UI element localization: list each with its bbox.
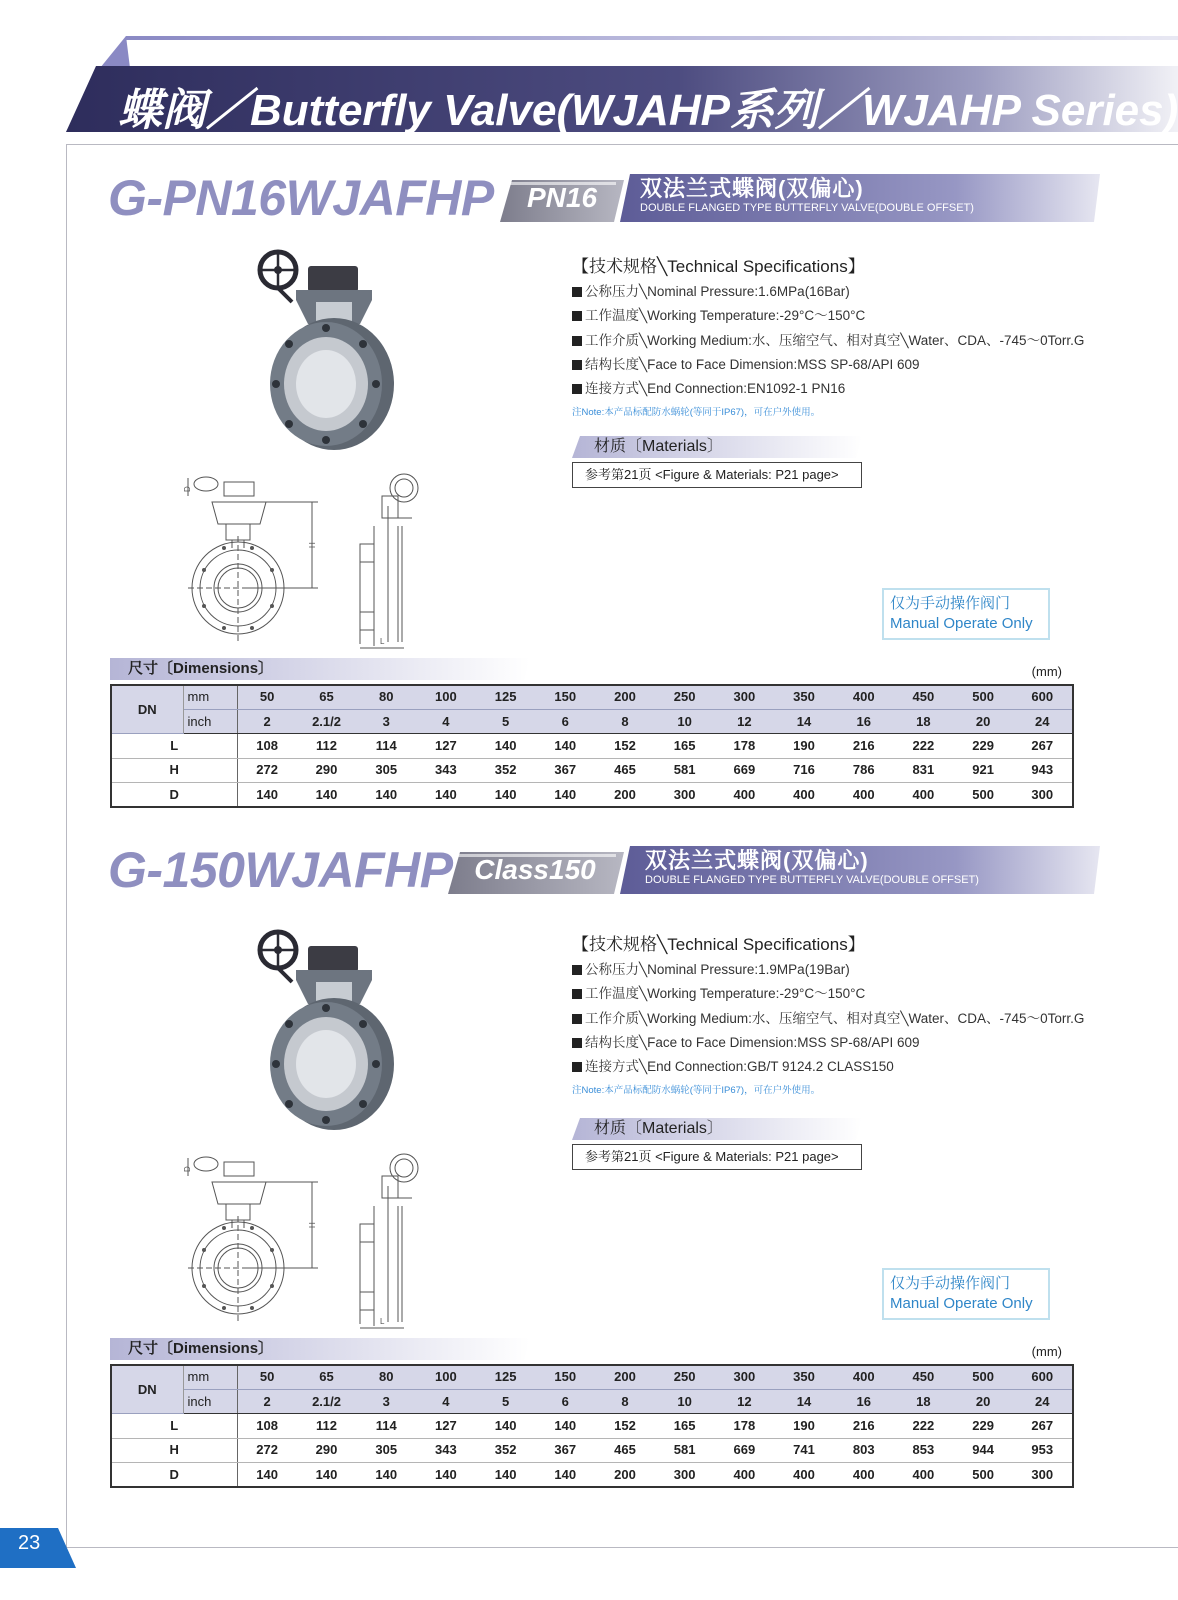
table-cell: 165 xyxy=(655,1414,715,1438)
front-view-drawing xyxy=(184,466,444,656)
technical-specifications xyxy=(572,932,1132,1099)
dn-inch-cell: 3 xyxy=(356,709,416,733)
dn-inch-cell: 12 xyxy=(715,709,775,733)
dn-mm-cell: 500 xyxy=(953,1365,1013,1389)
table-cell: 367 xyxy=(535,758,595,782)
table-cell: 114 xyxy=(356,1414,416,1438)
bullet-square-icon xyxy=(572,965,582,975)
dn-mm-cell: 125 xyxy=(476,1365,536,1389)
table-cell: 465 xyxy=(595,758,655,782)
bullet-square-icon xyxy=(572,1014,582,1024)
row-label: H xyxy=(111,758,237,782)
table-cell: 500 xyxy=(972,786,994,802)
specs-title: 【技术规格╲Technical Specifications】 xyxy=(572,257,865,276)
table-cell: 367 xyxy=(535,1438,595,1462)
dn-mm-cell: 200 xyxy=(595,1365,655,1389)
table-cell: 140 xyxy=(256,1466,278,1482)
pressure-tag: PN16 xyxy=(526,182,598,213)
table-cell: 300 xyxy=(673,786,696,802)
table-cell: 400 xyxy=(733,786,756,802)
table-cell: 831 xyxy=(894,758,954,782)
table-cell: 140 xyxy=(375,1466,398,1482)
specs-title: 【技术规格╲Technical Specifications】 xyxy=(572,935,865,954)
manual-operate-en: Manual Operate Only xyxy=(890,1295,1033,1312)
dn-inch-cell: 3 xyxy=(356,1389,416,1413)
table-cell: 343 xyxy=(416,1438,476,1462)
spec-working-medium: 工作介质╲Working Medium:水、压缩空气、相对真空╲Water、CDA、-745～0Torr.G xyxy=(572,1007,1132,1031)
dn-mm-cell: 125 xyxy=(476,685,536,709)
dn-mm-cell: 200 xyxy=(595,685,655,709)
dn-inch-cell: 5 xyxy=(476,709,536,733)
dn-mm-cell: 400 xyxy=(834,685,894,709)
table-row-inch xyxy=(111,709,1073,733)
table-cell: 108 xyxy=(237,734,297,758)
drawing-label-l: L xyxy=(380,637,385,646)
table-cell: 229 xyxy=(953,1414,1013,1438)
table-cell: 953 xyxy=(1013,1438,1073,1462)
table-cell: 786 xyxy=(834,758,894,782)
manual-operate-box xyxy=(882,1268,1050,1320)
table-cell: 114 xyxy=(356,734,416,758)
table-cell: 669 xyxy=(715,1438,775,1462)
table-row-mm xyxy=(111,1365,1073,1389)
table-cell: 222 xyxy=(894,1414,954,1438)
dimensions-table xyxy=(110,684,1074,808)
table-cell: 716 xyxy=(774,758,834,782)
row-label: L xyxy=(111,734,237,758)
spec-working-temperature: 工作温度╲Working Temperature:-29°C～150°C xyxy=(572,982,1132,1006)
drawing-label-h: H xyxy=(308,542,317,548)
table-cell: 112 xyxy=(297,734,357,758)
dn-mm-cell: 400 xyxy=(834,1365,894,1389)
table-cell: 290 xyxy=(297,758,357,782)
materials-bar xyxy=(572,436,862,458)
drawing-label-d: D xyxy=(183,1166,192,1172)
spec-note: 注Note:本产品标配防水蜗轮(等同于IP67)，可在户外使用。 xyxy=(572,407,821,419)
table-cell: 178 xyxy=(715,734,775,758)
spec-end-connection: 连接方式╲End Connection:GB/T 9124.2 CLASS150 xyxy=(572,1055,1132,1079)
materials-label: 材质〔Materials〕 xyxy=(594,438,723,455)
dn-mm-cell: 80 xyxy=(356,685,416,709)
bullet-square-icon xyxy=(572,989,582,999)
table-cell: 140 xyxy=(535,734,595,758)
dn-inch-cell: 8 xyxy=(595,709,655,733)
dn-mm-cell: 450 xyxy=(894,1365,954,1389)
dn-inch-cell: 5 xyxy=(476,1389,536,1413)
dn-mm-cell: 350 xyxy=(774,1365,834,1389)
dn-inch-cell: 2.1/2 xyxy=(297,709,357,733)
mm-label: mm xyxy=(183,1365,237,1389)
drawing-label-l: L xyxy=(380,1317,385,1326)
dn-inch-cell: 14 xyxy=(774,1389,834,1413)
dimensions-label: 尺寸〔Dimensions〕 xyxy=(128,660,274,677)
materials-bar xyxy=(572,1118,862,1140)
model-code: G-150WJAFHP xyxy=(108,842,453,898)
spec-nominal-pressure: 公称压力╲Nominal Pressure:1.9MPa(19Bar) xyxy=(572,958,1132,982)
table-cell: 465 xyxy=(595,1438,655,1462)
dn-inch-cell: 2.1/2 xyxy=(297,1389,357,1413)
dn-mm-cell: 150 xyxy=(535,1365,595,1389)
table-cell: 152 xyxy=(595,1414,655,1438)
dimensions-unit: (mm) xyxy=(1031,1344,1062,1359)
table-cell: 400 xyxy=(852,786,875,802)
page-banner xyxy=(0,36,1178,136)
dn-mm-cell: 300 xyxy=(715,1365,775,1389)
materials-reference: 参考第21页 <Figure & Materials: P21 page> xyxy=(572,462,862,488)
mm-label: mm xyxy=(183,685,237,709)
dn-inch-cell: 6 xyxy=(535,709,595,733)
table-cell: 200 xyxy=(614,786,636,802)
table-cell: 140 xyxy=(554,786,577,802)
table-row-inch xyxy=(111,1389,1073,1413)
table-cell: 400 xyxy=(793,786,815,802)
table-row xyxy=(111,1438,1073,1462)
table-row xyxy=(111,1414,1073,1438)
pressure-tag: Class150 xyxy=(474,854,596,885)
spec-note: 注Note:本产品标配防水蜗轮(等同于IP67)，可在户外使用。 xyxy=(572,1085,821,1097)
table-cell: 165 xyxy=(655,734,715,758)
dn-mm-cell: 250 xyxy=(655,1365,715,1389)
table-cell: 853 xyxy=(894,1438,954,1462)
table-cell: 400 xyxy=(912,786,935,802)
model-heading-2 xyxy=(0,840,1178,910)
bullet-square-icon xyxy=(572,1062,582,1072)
dn-inch-cell: 20 xyxy=(953,1389,1013,1413)
table-cell: 127 xyxy=(416,1414,476,1438)
dn-mm-cell: 50 xyxy=(237,685,297,709)
table-cell: 140 xyxy=(375,786,398,802)
dn-inch-cell: 12 xyxy=(715,1389,775,1413)
dn-inch-cell: 4 xyxy=(416,709,476,733)
dn-inch-cell: 16 xyxy=(834,709,894,733)
table-cell: 305 xyxy=(356,1438,416,1462)
table-cell: 140 xyxy=(435,786,457,802)
spec-nominal-pressure: 公称压力╲Nominal Pressure:1.6MPa(16Bar) xyxy=(572,280,1132,304)
table-cell: 152 xyxy=(595,734,655,758)
dimensions-label: 尺寸〔Dimensions〕 xyxy=(128,1340,274,1357)
materials-reference: 参考第21页 <Figure & Materials: P21 page> xyxy=(572,1144,862,1170)
dn-inch-cell: 10 xyxy=(655,1389,715,1413)
dn-mm-cell: 350 xyxy=(774,685,834,709)
table-cell: 140 xyxy=(494,1466,517,1482)
spec-end-connection: 连接方式╲End Connection:EN1092-1 PN16 xyxy=(572,377,1132,401)
row-label: L xyxy=(111,1414,237,1438)
table-cell: 290 xyxy=(297,1438,357,1462)
dn-inch-cell: 8 xyxy=(595,1389,655,1413)
table-cell: 944 xyxy=(953,1438,1013,1462)
materials-label: 材质〔Materials〕 xyxy=(594,1120,723,1137)
table-cell: 140 xyxy=(535,1414,595,1438)
table-cell: 140 xyxy=(315,1466,338,1482)
spec-working-medium: 工作介质╲Working Medium:水、压缩空气、相对真空╲Water、CDA、-745～0Torr.G xyxy=(572,329,1132,353)
dn-inch-cell: 18 xyxy=(894,709,954,733)
dn-inch-cell: 10 xyxy=(655,709,715,733)
inch-label: inch xyxy=(183,1389,237,1413)
dn-mm-cell: 100 xyxy=(416,1365,476,1389)
valve-type-cn: 双法兰式蝶阀(双偏心) xyxy=(640,176,864,201)
table-cell: 127 xyxy=(416,734,476,758)
table-cell: 140 xyxy=(315,786,338,802)
dn-inch-cell: 20 xyxy=(953,709,1013,733)
dn-mm-cell: 600 xyxy=(1013,685,1073,709)
table-cell: 272 xyxy=(237,758,297,782)
table-cell: 300 xyxy=(673,1466,696,1482)
dn-inch-cell: 16 xyxy=(834,1389,894,1413)
dn-mm-cell: 600 xyxy=(1013,1365,1073,1389)
table-cell: 500 xyxy=(972,1466,994,1482)
dn-mm-cell: 500 xyxy=(953,685,1013,709)
table-cell: 140 xyxy=(435,1466,457,1482)
dn-mm-cell: 50 xyxy=(237,1365,297,1389)
dimensions-unit: (mm) xyxy=(1031,664,1062,679)
manual-operate-cn: 仅为手动操作阀门 xyxy=(890,1275,1011,1292)
valve-photo xyxy=(256,924,416,1139)
table-cell: 112 xyxy=(297,1414,357,1438)
spec-face-to-face: 结构长度╲Face to Face Dimension:MSS SP-68/API 609 xyxy=(572,1031,1132,1055)
dn-inch-cell: 18 xyxy=(894,1389,954,1413)
dn-label: DN xyxy=(111,1365,183,1414)
row-label: D xyxy=(111,783,237,807)
table-cell: 305 xyxy=(356,758,416,782)
valve-type-cn: 双法兰式蝶阀(双偏心) xyxy=(645,848,869,873)
dn-inch-cell: 24 xyxy=(1013,709,1073,733)
table-row xyxy=(111,734,1073,758)
valve-type-en: DOUBLE FLANGED TYPE BUTTERFLY VALVE(DOUBLE OFFSET) xyxy=(640,202,974,214)
dimensions-table xyxy=(110,1364,1074,1488)
table-cell: 190 xyxy=(774,1414,834,1438)
technical-specifications xyxy=(572,254,1132,421)
bullet-square-icon xyxy=(572,311,582,321)
bullet-square-icon xyxy=(572,384,582,394)
table-cell: 229 xyxy=(953,734,1013,758)
table-cell: 140 xyxy=(554,1466,577,1482)
table-cell: 352 xyxy=(476,758,536,782)
table-cell: 178 xyxy=(715,1414,775,1438)
bullet-square-icon xyxy=(572,336,582,346)
table-cell: 267 xyxy=(1013,734,1073,758)
dn-inch-cell: 4 xyxy=(416,1389,476,1413)
table-cell: 190 xyxy=(774,734,834,758)
table-row xyxy=(111,758,1073,782)
table-cell: 200 xyxy=(614,1466,636,1482)
dn-mm-cell: 65 xyxy=(297,685,357,709)
dn-mm-cell: 100 xyxy=(416,685,476,709)
table-cell: 803 xyxy=(834,1438,894,1462)
table-cell: 140 xyxy=(476,734,536,758)
manual-operate-cn: 仅为手动操作阀门 xyxy=(890,595,1011,612)
dn-label: DN xyxy=(111,685,183,734)
table-cell: 272 xyxy=(237,1438,297,1462)
page-number: 23 xyxy=(18,1532,41,1554)
row-label: D xyxy=(111,1463,237,1487)
bullet-square-icon xyxy=(572,1038,582,1048)
table-cell: 741 xyxy=(774,1438,834,1462)
dimensions-bar xyxy=(110,1338,530,1360)
dn-mm-cell: 250 xyxy=(655,685,715,709)
table-cell: 352 xyxy=(476,1438,536,1462)
table-row xyxy=(111,783,1073,807)
page-title: 蝶阀／Butterfly Valve(WJAHP系列／WJAHP Series) xyxy=(118,86,1178,135)
manual-operate-en: Manual Operate Only xyxy=(890,615,1033,632)
dn-mm-cell: 65 xyxy=(297,1365,357,1389)
inch-label: inch xyxy=(183,709,237,733)
model-heading-1 xyxy=(0,168,1178,238)
table-cell: 400 xyxy=(912,1466,935,1482)
model-code: G-PN16WJAFHP xyxy=(108,170,494,226)
table-cell: 343 xyxy=(416,758,476,782)
dimensions-bar xyxy=(110,658,530,680)
spec-working-temperature: 工作温度╲Working Temperature:-29°C～150°C xyxy=(572,304,1132,328)
table-cell: 581 xyxy=(655,758,715,782)
table-cell: 400 xyxy=(793,1466,815,1482)
table-cell: 300 xyxy=(1031,1466,1054,1482)
table-cell: 222 xyxy=(894,734,954,758)
drawing-label-h: H xyxy=(308,1222,317,1228)
dn-mm-cell: 80 xyxy=(356,1365,416,1389)
table-cell: 108 xyxy=(237,1414,297,1438)
valve-type-en: DOUBLE FLANGED TYPE BUTTERFLY VALVE(DOUBLE OFFSET) xyxy=(645,874,979,886)
table-cell: 140 xyxy=(256,786,278,802)
table-row xyxy=(111,1463,1073,1487)
front-view-drawing xyxy=(184,1146,444,1336)
dn-mm-cell: 450 xyxy=(894,685,954,709)
valve-photo xyxy=(256,244,416,459)
table-cell: 400 xyxy=(733,1466,756,1482)
table-cell: 400 xyxy=(852,1466,875,1482)
table-cell: 140 xyxy=(494,786,517,802)
table-row-mm xyxy=(111,685,1073,709)
dn-inch-cell: 2 xyxy=(237,1389,297,1413)
table-cell: 921 xyxy=(953,758,1013,782)
dn-inch-cell: 2 xyxy=(237,709,297,733)
table-cell: 943 xyxy=(1013,758,1073,782)
dn-mm-cell: 150 xyxy=(535,685,595,709)
table-cell: 581 xyxy=(655,1438,715,1462)
table-cell: 216 xyxy=(834,734,894,758)
spec-face-to-face: 结构长度╲Face to Face Dimension:MSS SP-68/API 609 xyxy=(572,353,1132,377)
dn-inch-cell: 24 xyxy=(1013,1389,1073,1413)
table-cell: 669 xyxy=(715,758,775,782)
table-cell: 216 xyxy=(834,1414,894,1438)
bullet-square-icon xyxy=(572,287,582,297)
bullet-square-icon xyxy=(572,360,582,370)
table-cell: 267 xyxy=(1013,1414,1073,1438)
dn-mm-cell: 300 xyxy=(715,685,775,709)
row-label: H xyxy=(111,1438,237,1462)
table-cell: 140 xyxy=(476,1414,536,1438)
drawing-label-d: D xyxy=(183,486,192,492)
table-cell: 300 xyxy=(1031,786,1054,802)
manual-operate-box xyxy=(882,588,1050,640)
dn-inch-cell: 14 xyxy=(774,709,834,733)
dn-inch-cell: 6 xyxy=(535,1389,595,1413)
